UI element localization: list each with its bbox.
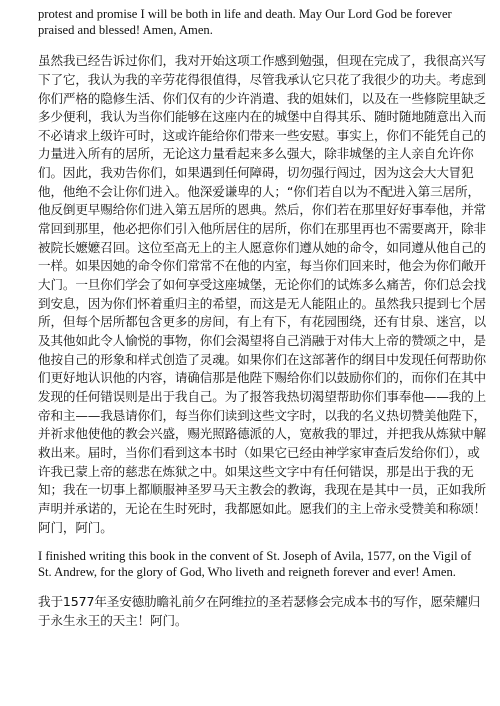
- chinese-paragraph-main-text: 虽然我已经告诉过你们，我对开始这项工作感到勉强，但现在完成了，我很高兴写下了它，我认为我的辛劳花得很值得，尽管我承认它只花了我很少的功夫。考虑到你们严格的隐修生活、你们仅有的少许消遣、我的姐妹们，以及在一些修院里缺乏多少便利，我认为当你们能够在这座内在的城堡中自得其乐、随时随地随意出入而不必请求上级许可时，这或许能给你们带来一些安慰。事实上，你们不能凭自己的力量进入所有的居所，无论这力量看起来多么强大，除非城堡的主人亲自允许你们。因此，我劝告你们，如果遇到任何障碍，切勿强行闯过，因为这会大大冒犯他，他绝不会让你们进入。他深爱谦卑的人；“你们若自以为不配进入第三居所，他反倒更早赐给你们进入第五居所的恩典。然后，你们若在那里好好事奉他，并常常回到那里，他必把你们引入他所居住的居所，你们在那里再也不需要离开，除非被院长嬷嬷召回。这位至高无上的主人愿意你们遵从她的命令，如同遵从他自己的一样。如果因她的命令你们常常不在他的内室，每当你们回来时，他会为你们敞开大门。一旦你们学会了如何享受这座城堡，无论你们的试炼多么痛苦，你们总会找到安息，因为你们怀着重归主的希望，而这是无人能阻止的。虽然我只提到七个居所，但每个居所都包含更多的房间，有上有下，有花园围绕，还有甘泉、迷宫，以及其他如此令人愉悦的事物，你们会渴望将自己消融于对伟大上帝的赞颂之中，是他按自己的形象和样式创造了灵魂。如果你们在这部著作的纲目中发现任何帮助你们更好地认识他的内容，请确信那是他陛下赐给你们以鼓励你们的，而你们在其中发现的任何错误则是出于我自己。为了报答我热切渴望帮助你们事奉他——我的上帝和主——我恳请你们，每当你们读到这些文字时，以我的名义热切赞美他陛下，并祈求他使他的教会兴盛，赐光照路德派的人，宽赦我的罪过，并把我从炼狱中解救出来。届时，当你们看到这本书时（如果它已经由神学家审查后发给你们），或许我已蒙上帝的慈悲在炼狱之中。如果这些文字中有任何错误，那是出于我的无知；我在一切事上都顺服神圣罗马天主教会的教诲，我现在是其中一员，正如我所声明并承诺的，无论在生时死时，我都愿如此。愿我们的主上帝永受赞美和称颂！阿门，阿门。: [38, 53, 486, 535]
- english-paragraph-closing-promise: protest and promise I will be both in life and death. May Our Lord God be forever praised and blessed! Amen, Amen.: [38, 7, 452, 37]
- english-paragraph-colophon: I finished writing this book in the convent of St. Joseph of Avila, 1577, on the Vigil of St. Andrew, for the glory of God, Who liveth and reigneth forever and ever! Amen.: [38, 549, 472, 579]
- chinese-paragraph-colophon: 我于1577年圣安德肋瞻礼前夕在阿维拉的圣若瑟修会完成本书的写作，愿荣耀归于永生永王的天主！阿门。: [38, 594, 481, 629]
